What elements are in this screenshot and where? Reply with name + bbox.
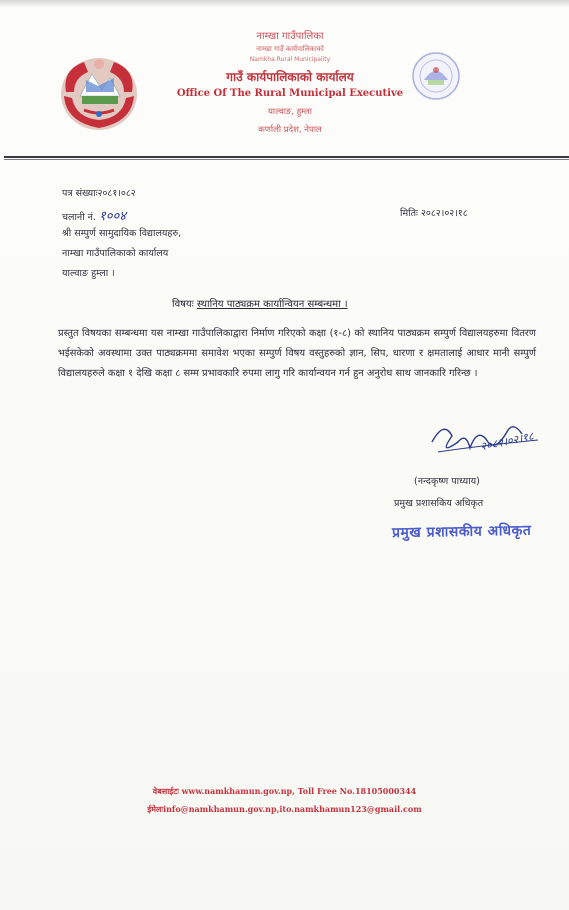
signature-date: २०८२।०२।१८ [479,429,535,454]
letter-body: प्रस्तुत विषयका सम्बन्धमा यस नाम्खा गाउँपालिकाद्वारा निर्माण गरिएको कक्षा (१-८) को स्थानिय पाठ्यक्रम सम्पुर्ण विद्यालयहरुमा वितरण भईसकेको अवस्थामा उक्त पाठ्यक्रममा समावेश भएका सम्पुर्ण विषय वस्तुहरुको ज्ञान, सिप, धारणा र क्षमतालाई आधार मानी सम्पुर्ण विद्यालयहरुले कक्षा १ देखि कक्षा ८ सम्म प्रभावकारि रुपमा लागु गरि कार्यान्वयन गर्न हुन अनुरोध साथ जानकारि गरिन्छ । [58,328,536,379]
dispatch-number [62,206,126,224]
designation-stamp: प्रमुख प्रशासकीय अधिकृत [391,522,532,542]
nepal-emblem-icon [56,52,142,134]
recipient-line-2: नाम्खा गाउँपालिकाको कार्यालय [62,248,169,259]
subject-text: स्थानिय पाठ्यक्रम कार्यान्वियन सम्बन्धमा । [196,299,348,310]
dispatch-number-value: १००४ [99,209,127,224]
municipality-name-np: नाम्खा गाउँपालिका [256,31,324,42]
municipality-sub-np: नाम्खा गाउँ कार्यपालिकाको [256,45,324,53]
header-divider [4,156,569,158]
office-name-np: गाउँ कार्यपालिकाको कार्यालय [226,70,354,84]
province-np: कर्णाली प्रदेश, नेपाल [258,125,322,135]
subject-label: विषयः [172,299,194,310]
recipient-line-3: याल्वाङ हुम्ला । [62,268,115,279]
footer-email: ईमेलःinfo@namkhamun.gov.np,ito.namkhamun123@gmail.com [147,804,422,814]
header-divider-thin [4,159,569,160]
office-name-en: Office Of The Rural Municipal Executive [176,88,404,99]
footer-website: वेबसाईटः www.namkhamun.gov.np, Toll Free No.18105000344 [152,786,417,796]
scan-edge [0,0,569,8]
recipient-line-1: श्री सम्पुर्ण सामुदायिक विद्यालयहरु, [62,228,182,239]
signatory-name: (नन्दकृष्ण पाध्याय) [414,476,480,487]
municipality-name-en: Namkha Rural Municipality [249,56,331,63]
subject-line [172,296,348,310]
dispatch-label: चलानी नं. [62,212,96,223]
location-np: याल्वाङ, हुम्ला [268,107,312,117]
signatory-title: प्रमुख प्रशासकिय अधिकृत [394,498,484,509]
reference-number: पत्र संख्याः२०८१।०८२ [62,188,136,199]
letter-date: मितिः २०८२।०२।१८ [400,208,468,219]
